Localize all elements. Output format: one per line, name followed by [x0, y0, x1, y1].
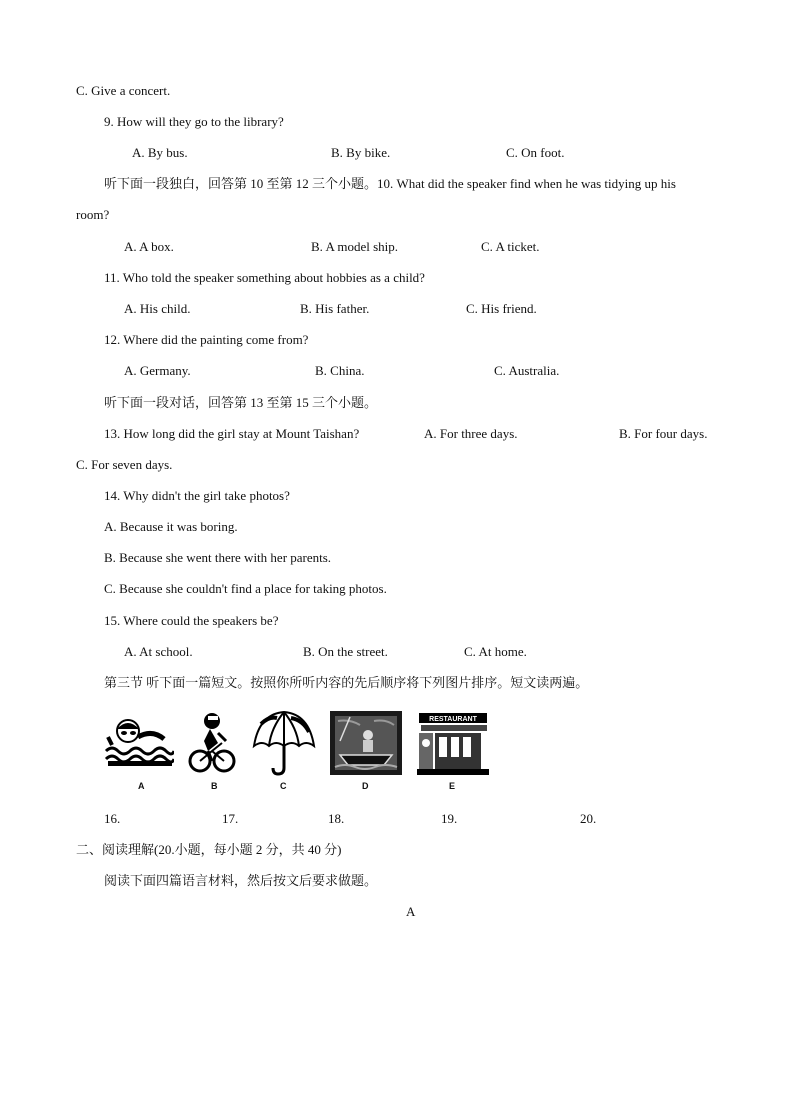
option-13b: B. For four days. [619, 426, 708, 441]
option-11b: B. His father. [300, 301, 370, 316]
picture-label-d: D [362, 781, 369, 791]
picture-label-a: A [138, 781, 145, 791]
question-9: 9. How will they go to the library? [104, 114, 284, 129]
question-13: 13. How long did the girl stay at Mount Taishan? [104, 426, 360, 441]
section-3-instruction: 第三节 听下面一篇短文。按照你所听内容的先后顺序将下列图片排序。短文读两遍。 [104, 675, 589, 690]
option-11a: A. His child. [124, 301, 191, 316]
restaurant-icon [417, 709, 489, 777]
picture-label-e: E [449, 781, 456, 791]
umbrella-icon [251, 710, 317, 776]
question-12: 12. Where did the painting come from? [104, 332, 309, 347]
question-15: 15. Where could the speakers be? [104, 613, 279, 628]
option-15b: B. On the street. [303, 644, 388, 659]
answer-slot-20: 20. [580, 811, 597, 826]
question-14: 14. Why didn't the girl take photos? [104, 488, 290, 503]
option-13c: C. For seven days. [76, 457, 173, 472]
option-15c: C. At home. [464, 644, 527, 659]
answer-slot-17: 17. [222, 811, 239, 826]
option-10b: B. A model ship. [311, 239, 399, 254]
option-13a: A. For three days. [424, 426, 518, 441]
option-9c: C. On foot. [506, 145, 565, 160]
option-14a: A. Because it was boring. [104, 519, 238, 534]
answer-option: C. Give a concert. [76, 83, 171, 98]
answer-slot-19: 19. [441, 811, 458, 826]
answer-slot-18: 18. [328, 811, 345, 826]
section-dialogue: 听下面一段对话，回答第 13 至第 15 三个小题。 [104, 395, 378, 410]
option-14c: C. Because she couldn't find a place for taking photos. [104, 581, 387, 596]
swimmer-icon [104, 715, 174, 769]
section-monologue-question-10: 听下面一段独白，回答第 10 至第 12 三个小题。10. What did the speaker find when he was tidying up his [104, 176, 676, 191]
part-2-instruction: 阅读下面四篇语言材料，然后按文后要求做题。 [104, 873, 378, 888]
option-12b: B. China. [315, 363, 365, 378]
question-10-cont: room? [76, 207, 110, 222]
picture-label-c: C [280, 781, 287, 791]
option-10c: C. A ticket. [481, 239, 540, 254]
restaurant-sign: RESTAURANT [429, 716, 477, 723]
option-15a: A. At school. [124, 644, 193, 659]
option-11c: C. His friend. [466, 301, 537, 316]
option-9a: A. By bus. [132, 145, 188, 160]
option-12a: A. Germany. [124, 363, 191, 378]
picture-label-b: B [211, 781, 218, 791]
option-12c: C. Australia. [494, 363, 560, 378]
option-14b: B. Because she went there with her parents. [104, 550, 332, 565]
option-9b: B. By bike. [331, 145, 391, 160]
part-2-heading: 二、阅读理解(20.小题，每小题 2 分，共 40 分) [76, 842, 342, 857]
passage-a-title: A [406, 904, 416, 919]
boat-fishing-icon [330, 711, 402, 775]
option-10a: A. A box. [124, 239, 174, 254]
question-11: 11. Who told the speaker something about hobbies as a child? [104, 270, 425, 285]
cyclist-icon [188, 711, 236, 775]
answer-slot-16: 16. [104, 811, 121, 826]
